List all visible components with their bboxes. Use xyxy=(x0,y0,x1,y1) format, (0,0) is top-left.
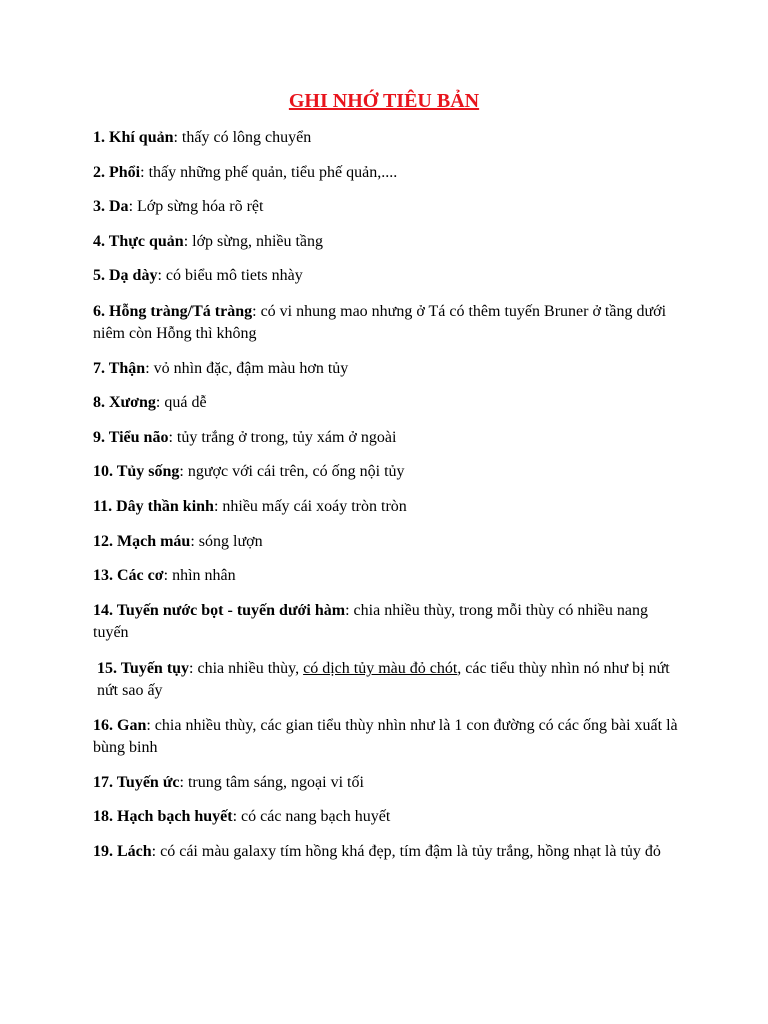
item-text: : nhiều mấy cái xoáy tròn tròn xyxy=(213,498,407,515)
item-text: : ngược với cái trên, có ống nội tủy xyxy=(179,463,405,480)
list-item xyxy=(93,358,683,380)
list-item xyxy=(93,841,683,863)
list-item xyxy=(93,531,683,553)
item-text-after: , các tiểu thùy nhìn nó như bị nứt nứt sao ấy xyxy=(97,660,670,699)
list-item xyxy=(93,565,683,587)
item-label: 6. Hỗng tràng/Tá tràng xyxy=(93,303,253,320)
item-text: : có biểu mô tiets nhày xyxy=(157,267,303,284)
item-text: : chia nhiều thùy, trong mỗi thùy có nhiều nang tuyến xyxy=(93,602,648,641)
item-label: 11. Dây thần kinh xyxy=(93,498,214,515)
list-item xyxy=(93,162,683,184)
item-label: 7. Thận xyxy=(93,360,146,377)
list-item xyxy=(93,301,683,345)
item-text: : nhìn nhân xyxy=(163,567,236,584)
item-label: 16. Gan xyxy=(93,717,147,734)
list-item xyxy=(93,496,683,518)
item-text: : thấy có lông chuyển xyxy=(173,129,312,146)
item-text: : chia nhiều thùy, các gian tiểu thùy nhìn như là 1 con đường có các ống bài xuất là bùng binh xyxy=(93,717,678,756)
item-text: : lớp sừng, nhiều tầng xyxy=(183,233,324,250)
item-text: : có vi nhung mao nhưng ở Tá có thêm tuyến Bruner ở tầng dưới niêm còn Hỗng thì không xyxy=(93,303,667,342)
item-label: 17. Tuyến ức xyxy=(93,774,180,791)
list-item xyxy=(93,715,683,759)
list-item xyxy=(93,461,683,483)
item-text: : có các nang bạch huyết xyxy=(232,808,391,825)
item-text: : có cái màu galaxy tím hồng khá đẹp, tím đậm là tủy trắng, hồng nhạt là tủy đỏ xyxy=(151,843,661,860)
item-text: : tủy trắng ở trong, tủy xám ở ngoài xyxy=(168,429,397,446)
list-item xyxy=(93,600,683,644)
item-label: 10. Tủy sống xyxy=(93,463,180,480)
item-label: 9. Tiểu não xyxy=(93,429,169,446)
list-item xyxy=(93,806,683,828)
list-item xyxy=(93,127,683,149)
item-text: : chia nhiều thùy, xyxy=(189,660,304,677)
list-item xyxy=(93,265,683,287)
page-title: GHI NHỚ TIÊU BẢN xyxy=(288,90,480,112)
list-item xyxy=(97,658,683,702)
item-label: 14. Tuyến nước bọt - tuyến dưới hàm xyxy=(93,602,346,619)
list-item xyxy=(93,427,683,449)
item-text: : quá dễ xyxy=(155,394,207,411)
underlined-text: có dịch tủy màu đỏ chót xyxy=(303,660,458,677)
list-item xyxy=(93,392,683,414)
item-label: 19. Lách xyxy=(93,843,152,860)
item-label: 2. Phổi xyxy=(93,164,141,181)
item-label: 5. Dạ dày xyxy=(93,267,158,284)
item-label: 1. Khí quản xyxy=(93,129,174,146)
item-text: : thấy những phế quản, tiểu phế quản,.... xyxy=(140,164,398,181)
list-item xyxy=(93,772,683,794)
item-label: 12. Mạch máu xyxy=(93,533,191,550)
item-label: 13. Các cơ xyxy=(93,567,164,584)
item-label: 15. Tuyến tụy xyxy=(97,660,190,677)
item-label: 18. Hạch bạch huyết xyxy=(93,808,233,825)
item-label: 4. Thực quản xyxy=(93,233,184,250)
item-text: : sóng lượn xyxy=(190,533,263,550)
list-item xyxy=(93,196,683,218)
item-label: 8. Xương xyxy=(93,394,156,411)
item-text: : Lớp sừng hóa rõ rệt xyxy=(128,198,264,215)
item-text: : vỏ nhìn đặc, đậm màu hơn tủy xyxy=(145,360,349,377)
item-text: : trung tâm sáng, ngoại vi tối xyxy=(179,774,364,791)
item-label: 3. Da xyxy=(93,198,129,215)
list-item xyxy=(93,231,683,253)
